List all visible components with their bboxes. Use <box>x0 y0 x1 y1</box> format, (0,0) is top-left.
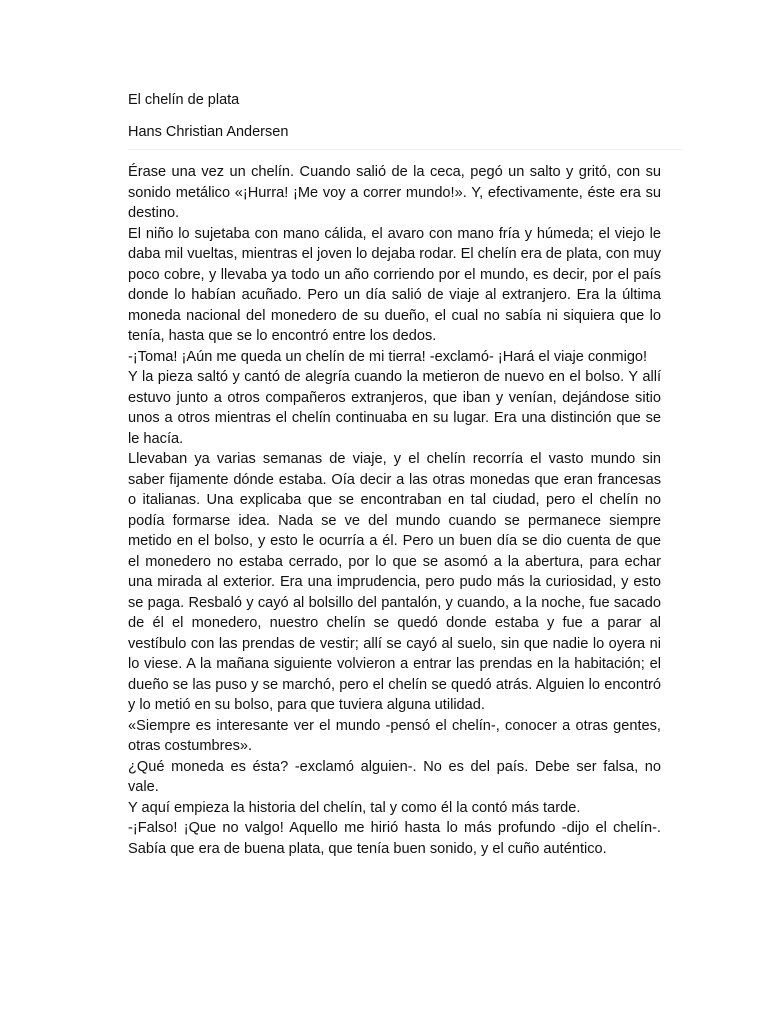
paragraph: ¿Qué moneda es ésta? -exclamó alguien-. No es del país. Debe ser falsa, no vale. <box>128 758 661 795</box>
paragraph: Y aquí empieza la historia del chelín, tal y como él la contó más tarde. <box>128 799 581 816</box>
paragraph: -¡Falso! ¡Que no valgo! Aquello me hirió hasta lo más profundo -dijo el chelín-. Sabía que era de buena plata, que tenía buen sonido, y el cuño auténtico. <box>128 820 661 857</box>
document-page <box>128 90 661 859</box>
paragraph: Y la pieza saltó y cantó de alegría cuando la metieron de nuevo en el bolso. Y allí estuvo junto a otros compañeros extranjeros, que iban y venían, dejándose sitio unos a otros mientras el chelín continuaba en su lugar. Era una distinción que se le hacía. <box>128 369 661 447</box>
header-divider <box>128 149 683 150</box>
document-title: El chelín de plata <box>128 92 240 108</box>
paragraph: -¡Toma! ¡Aún me queda un chelín de mi tierra! -exclamó- ¡Hará el viaje conmigo! <box>128 348 648 365</box>
paragraph: «Siempre es interesante ver el mundo -pensó el chelín-, conocer a otras gentes, otras costumbres». <box>128 717 661 754</box>
paragraph: Llevaban ya varias semanas de viaje, y el chelín recorría el vasto mundo sin saber fijamente dónde estaba. Oía decir a las otras monedas que eran francesas o italianas. Una explicaba que se encontraban en tal ciudad, pero el chelín no podía formarse idea. Nada se ve del mundo cuando se permanece siempre metido en el bolso, y esto le ocurría a él. Pero un buen día se dio cuenta de que el monedero no estaba cerrado, por lo que se asomó a la abertura, para echar una mirada al exterior. Era una imprudencia, pero pudo más la curiosidad, y esto se paga. Resbaló y cayó al bolsillo del pantalón, y cuando, a la noche, fue sacado de él el monedero, nuestro chelín se quedó donde estaba y fue a parar al vestíbulo con las prendas de vestir; allí se cayó al suelo, sin que nadie lo oyera ni lo viese. A la mañana siguiente volvieron a entrar las prendas en la habitación; el dueño se las puso y se marchó, pero el chelín se quedó atrás. Alguien lo encontró y lo metió en su bolso, para que tuviera alguna utilidad. <box>128 451 661 713</box>
story-body <box>128 162 661 859</box>
paragraph: El niño lo sujetaba con mano cálida, el avaro con mano fría y húmeda; el viejo le daba mil vueltas, mientras el joven lo dejaba rodar. El chelín era de plata, con muy poco cobre, y llevaba ya todo un año corriendo por el mundo, es decir, por el país donde lo habían acuñado. Pero un día salió de viaje al extranjero. Era la última moneda nacional del monedero de su dueño, el cual no sabía ni siquiera que lo tenía, hasta que se lo encontró entre los dedos. <box>128 225 661 344</box>
document-author: Hans Christian Andersen <box>128 124 289 140</box>
paragraph: Érase una vez un chelín. Cuando salió de la ceca, pegó un salto y gritó, con su sonido metálico «¡Hurra! ¡Me voy a correr mundo!». Y, efectivamente, éste era su destino. <box>128 164 661 221</box>
